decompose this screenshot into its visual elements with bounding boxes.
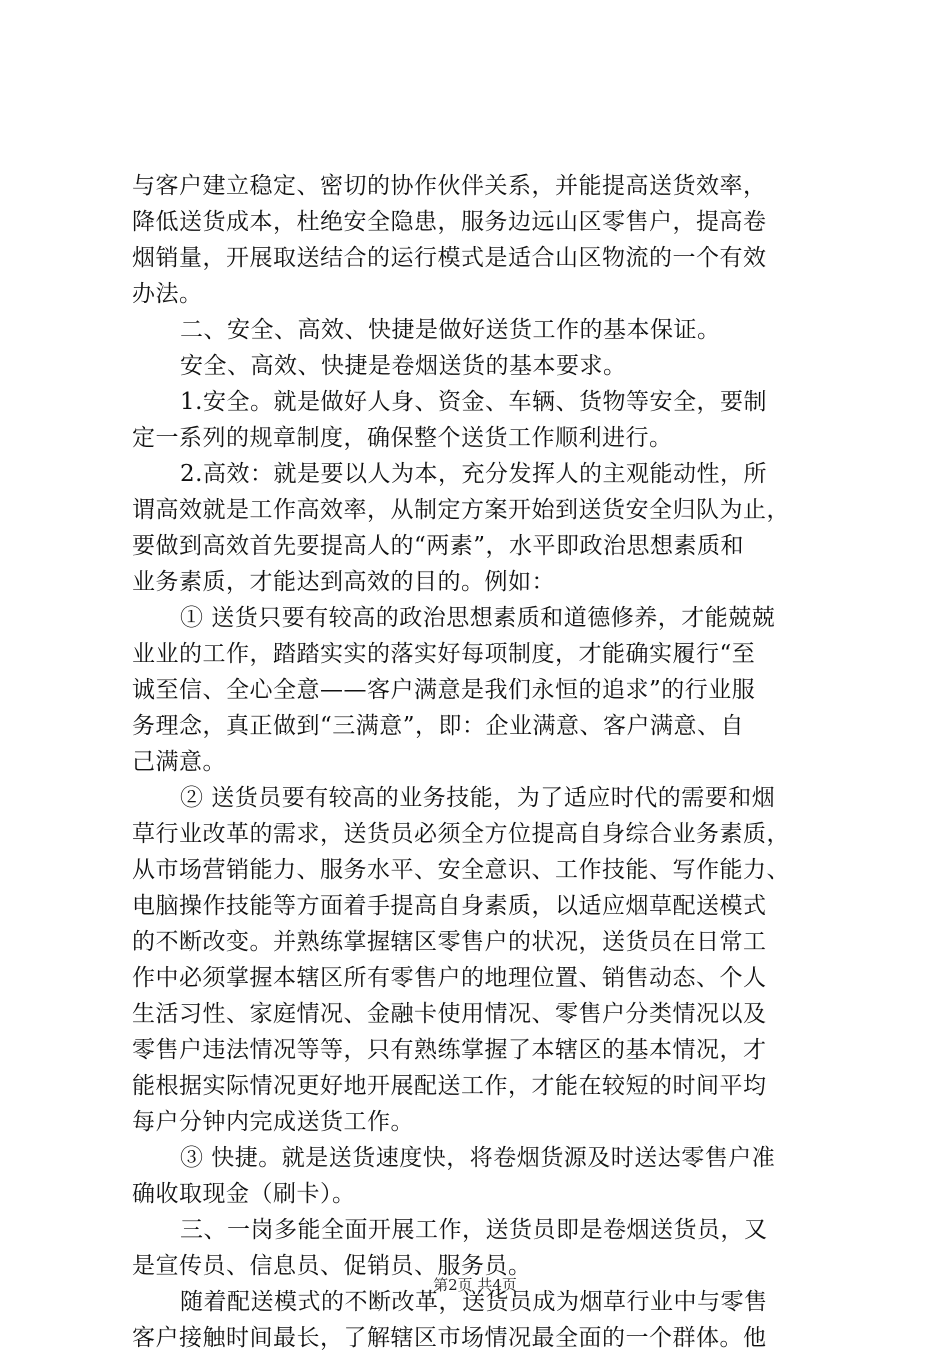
text-line: 定一系列的规章制度，确保整个送货工作顺利进行。 bbox=[132, 425, 673, 451]
text-line: 三、一岗多能全面开展工作，送货员即是卷烟送货员，又 bbox=[180, 1217, 768, 1243]
text-line: ① 送货只要有较高的政治思想素质和道德修养，才能兢兢 bbox=[180, 605, 776, 631]
text-line: 己满意。 bbox=[132, 749, 226, 775]
text-line: 业业的工作，踏踏实实的落实好每项制度，才能确实履行“至 bbox=[132, 641, 756, 667]
text-line: 是宣传员、信息员、促销员、服务员。 bbox=[132, 1253, 532, 1279]
text-line: 客户接触时间最长，了解辖区市场情况最全面的一个群体。他 bbox=[132, 1325, 767, 1351]
text-line: 零售户违法情况等等，只有熟练掌握了本辖区的基本情况，才 bbox=[132, 1037, 767, 1063]
document-body bbox=[132, 168, 832, 1356]
text-line: 1.安全。就是做好人身、资金、车辆、货物等安全，要制 bbox=[180, 389, 767, 415]
text-line: 随着配送模式的不断改革，送货员成为烟草行业中与零售 bbox=[180, 1289, 768, 1315]
text-line: 与客户建立稳定、密切的协作伙伴关系，并能提高送货效率， bbox=[132, 173, 767, 199]
text-line: 每户分钟内完成送货工作。 bbox=[132, 1109, 414, 1135]
text-line: 作中必须掌握本辖区所有零售户的地理位置、销售动态、个人 bbox=[132, 965, 767, 991]
text-line: 草行业改革的需求，送货员必须全方位提高自身综合业务素质， bbox=[132, 821, 790, 847]
text-line: 电脑操作技能等方面着手提高自身素质，以适应烟草配送模式 bbox=[132, 893, 767, 919]
text-line: 烟销量，开展取送结合的运行模式是适合山区物流的一个有效 bbox=[132, 245, 767, 271]
page-footer: 第2页 共4页 bbox=[433, 1276, 517, 1294]
text-line: 办法。 bbox=[132, 281, 203, 307]
text-line: 的不断改变。并熟练掌握辖区零售户的状况，送货员在日常工 bbox=[132, 929, 767, 955]
text-line: 生活习性、家庭情况、金融卡使用情况、零售户分类情况以及 bbox=[132, 1001, 767, 1027]
text-line: 安全、高效、快捷是卷烟送货的基本要求。 bbox=[180, 353, 627, 379]
text-line: 诚至信、全心全意——客户满意是我们永恒的追求”的行业服 bbox=[132, 677, 756, 703]
text-line: 业务素质，才能达到高效的目的。例如： bbox=[132, 569, 555, 595]
text-line: 谓高效就是工作高效率，从制定方案开始到送货安全归队为止， bbox=[132, 497, 790, 523]
text-line: ③ 快捷。就是送货速度快，将卷烟货源及时送达零售户准 bbox=[180, 1145, 776, 1171]
text-line: 二、安全、高效、快捷是做好送货工作的基本保证。 bbox=[180, 317, 721, 343]
text-line: 要做到高效首先要提高人的“两素”，水平即政治思想素质和 bbox=[132, 533, 745, 559]
text-line: 从市场营销能力、服务水平、安全意识、工作技能、写作能力、 bbox=[132, 857, 790, 883]
text-line: 降低送货成本，杜绝安全隐患，服务边远山区零售户，提高卷 bbox=[132, 209, 767, 235]
text-line: 能根据实际情况更好地开展配送工作，才能在较短的时间平均 bbox=[132, 1073, 767, 1099]
text-line: 务理念，真正做到“三满意”，即：企业满意、客户满意、自 bbox=[132, 713, 745, 739]
text-line: 确收取现金（刷卡）。 bbox=[132, 1181, 356, 1207]
text-line: 2.高效：就是要以人为本，充分发挥人的主观能动性，所 bbox=[180, 461, 767, 487]
text-line: ② 送货员要有较高的业务技能，为了适应时代的需要和烟 bbox=[180, 785, 776, 811]
